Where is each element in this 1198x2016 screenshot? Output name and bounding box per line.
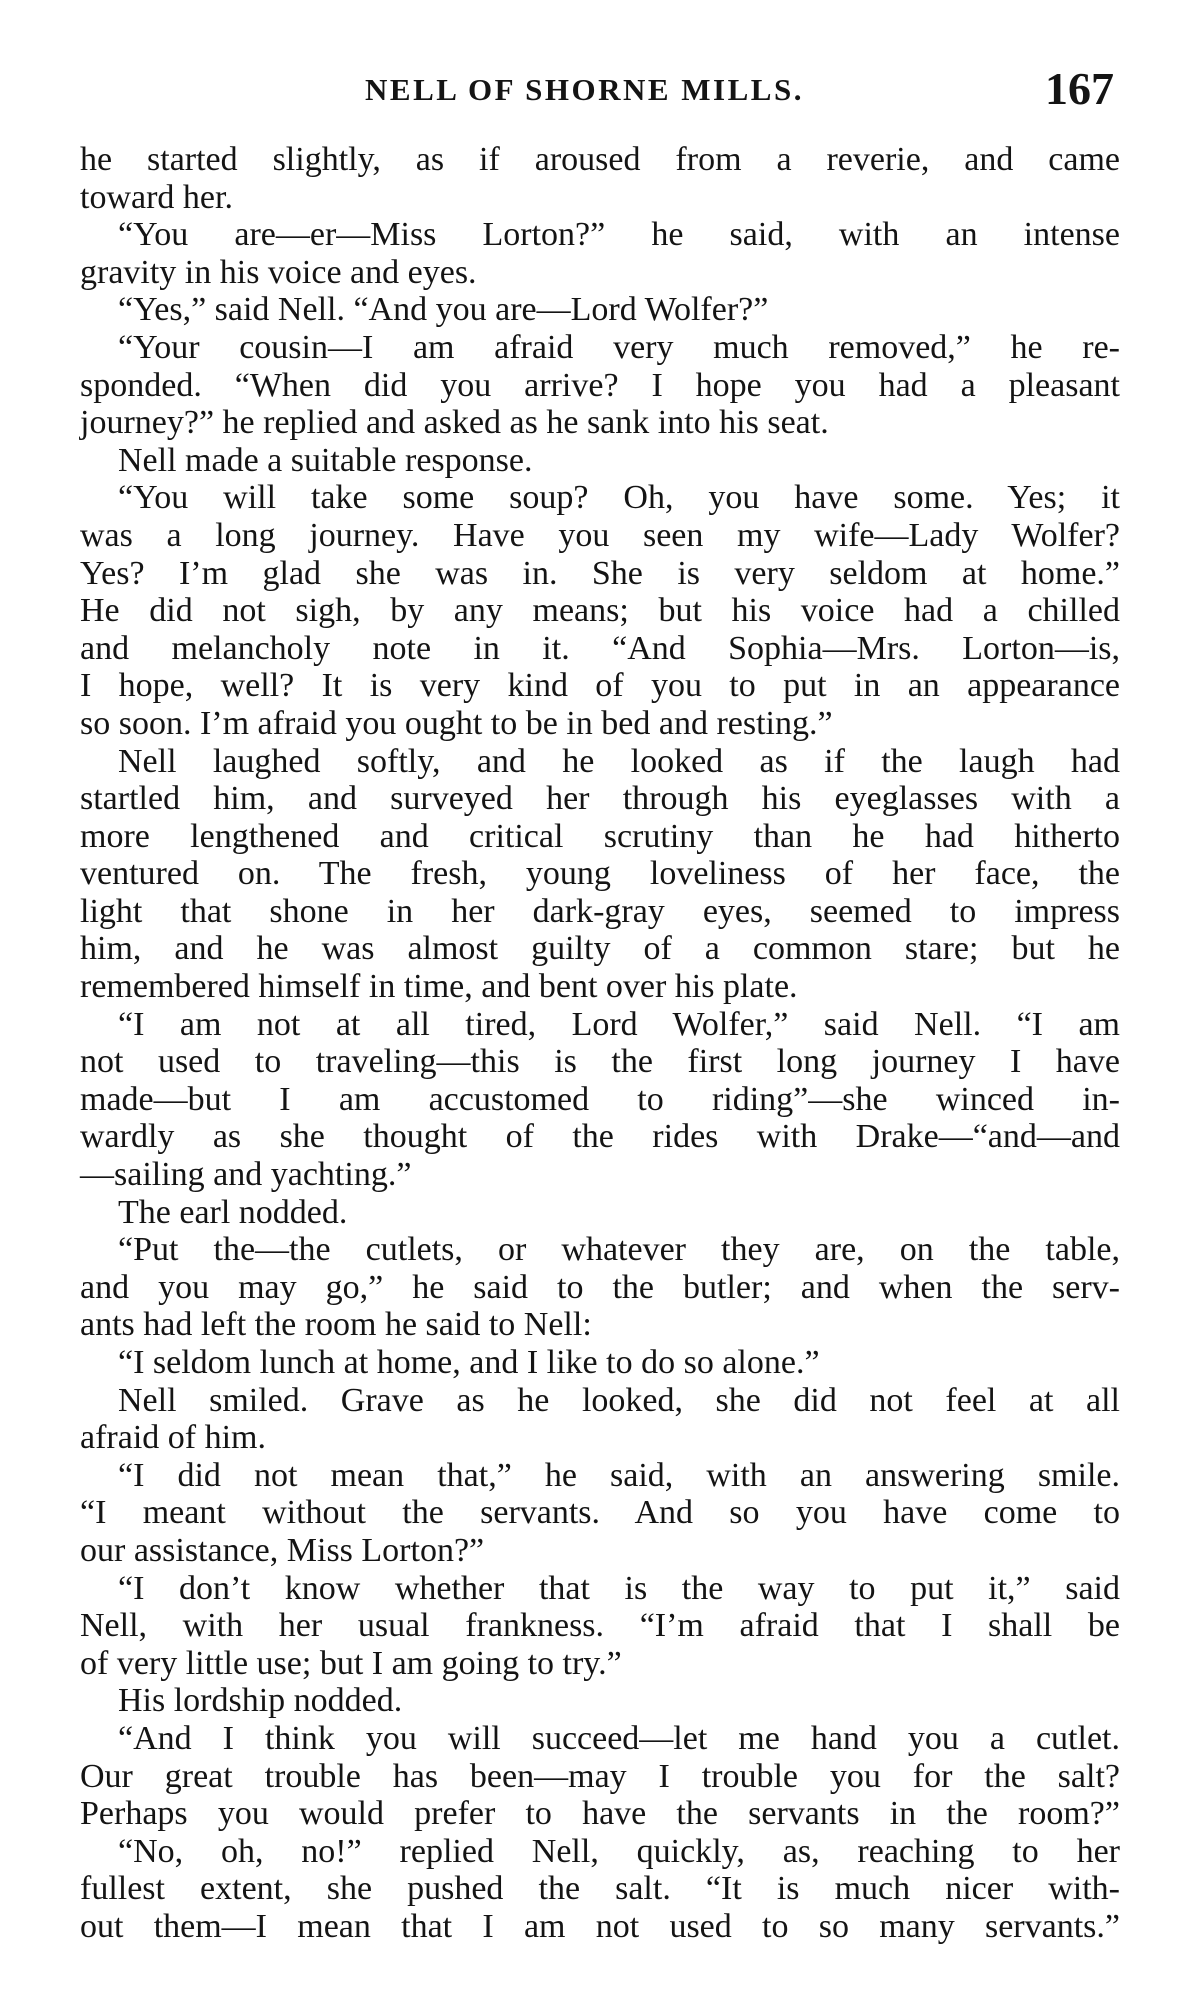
text-line: Our great trouble has been—may I trouble you for the salt? xyxy=(80,1757,1120,1795)
text-line: “I am not at all tired, Lord Wolfer,” said Nell. “I am xyxy=(118,1005,1120,1043)
text-line: “And I think you will succeed—let me hand you a cutlet. xyxy=(118,1719,1120,1757)
text-line: was a long journey. Have you seen my wife—Lady Wolfer? xyxy=(80,516,1120,554)
body-text xyxy=(80,141,1120,1946)
text-line: He did not sigh, by any means; but his voice had a chilled xyxy=(80,592,1120,630)
running-title: NELL OF SHORNE MILLS. xyxy=(365,72,804,107)
text-line: and melancholy note in it. “And Sophia—Mrs. Lorton—is, xyxy=(80,629,1120,667)
text-line: “I don’t know whether that is the way to put it,” said xyxy=(118,1569,1120,1607)
text-line: and you may go,” he said to the butler; and when the serv- xyxy=(80,1268,1120,1306)
text-line: Nell, with her usual frankness. “I’m afraid that I shall be xyxy=(80,1607,1120,1645)
text-line: “I meant without the servants. And so you have come to xyxy=(80,1494,1120,1532)
text-line: ants had left the room he said to Nell: xyxy=(80,1306,592,1344)
text-line: “You will take some soup? Oh, you have some. Yes; it xyxy=(118,479,1120,517)
text-line: out them—I mean that I am not used to so many servants.” xyxy=(80,1907,1120,1945)
text-line: gravity in his voice and eyes. xyxy=(80,253,477,291)
text-line: “Put the—the cutlets, or whatever they are, on the table, xyxy=(118,1231,1120,1269)
text-line: afraid of him. xyxy=(80,1419,266,1457)
text-line: ventured on. The fresh, young loveliness of her face, the xyxy=(80,855,1120,893)
text-line: “I did not mean that,” he said, with an answering smile. xyxy=(118,1456,1120,1494)
text-line: him, and he was almost guilty of a common stare; but he xyxy=(80,930,1120,968)
text-line: “Yes,” said Nell. “And you are—Lord Wolfer?” xyxy=(118,291,769,329)
text-line: sponded. “When did you arrive? I hope you had a pleasant xyxy=(80,366,1120,404)
text-line: Yes? I’m glad she was in. She is very seldom at home.” xyxy=(80,554,1120,592)
text-line: not used to traveling—this is the first long journey I have xyxy=(80,1043,1120,1081)
running-head xyxy=(0,62,1198,112)
text-line: he started slightly, as if aroused from a reverie, and came xyxy=(80,141,1120,178)
text-line: Nell made a suitable response. xyxy=(118,441,533,479)
text-line: His lordship nodded. xyxy=(118,1682,403,1720)
text-line: I hope, well? It is very kind of you to put in an appearance xyxy=(80,667,1120,705)
text-line: “You are—er—Miss Lorton?” he said, with an intense xyxy=(118,216,1120,254)
text-line: made—but I am accustomed to riding”—she winced in- xyxy=(80,1080,1120,1118)
text-line: startled him, and surveyed her through his eyeglasses with a xyxy=(80,780,1120,818)
text-line: Perhaps you would prefer to have the servants in the room?” xyxy=(80,1795,1120,1833)
text-line: The earl nodded. xyxy=(118,1193,348,1231)
text-line: remembered himself in time, and bent over his plate. xyxy=(80,968,798,1006)
text-line: more lengthened and critical scrutiny than he had hitherto xyxy=(80,817,1120,855)
text-line: wardly as she thought of the rides with Drake—“and—and xyxy=(80,1118,1120,1156)
text-line: journey?” he replied and asked as he sank into his seat. xyxy=(80,404,829,442)
text-line: —sailing and yachting.” xyxy=(80,1156,412,1194)
text-line: “I seldom lunch at home, and I like to do so alone.” xyxy=(118,1344,820,1381)
text-line: light that shone in her dark-gray eyes, seemed to impress xyxy=(80,892,1120,930)
text-line: our assistance, Miss Lorton?” xyxy=(80,1531,485,1569)
text-line: Nell smiled. Grave as he looked, she did not feel at all xyxy=(118,1381,1120,1419)
text-line: of very little use; but I am going to try.” xyxy=(80,1644,622,1682)
text-line: fullest extent, she pushed the salt. “It is much nicer with- xyxy=(80,1870,1120,1908)
text-line: “No, oh, no!” replied Nell, quickly, as, reaching to her xyxy=(118,1832,1120,1870)
text-line: Nell laughed softly, and he looked as if the laugh had xyxy=(118,742,1120,780)
text-line: “Your cousin—I am afraid very much removed,” he re- xyxy=(118,328,1120,366)
text-line: so soon. I’m afraid you ought to be in bed and resting.” xyxy=(80,704,833,742)
page-number: 167 xyxy=(1045,63,1114,114)
text-line: toward her. xyxy=(80,178,233,216)
